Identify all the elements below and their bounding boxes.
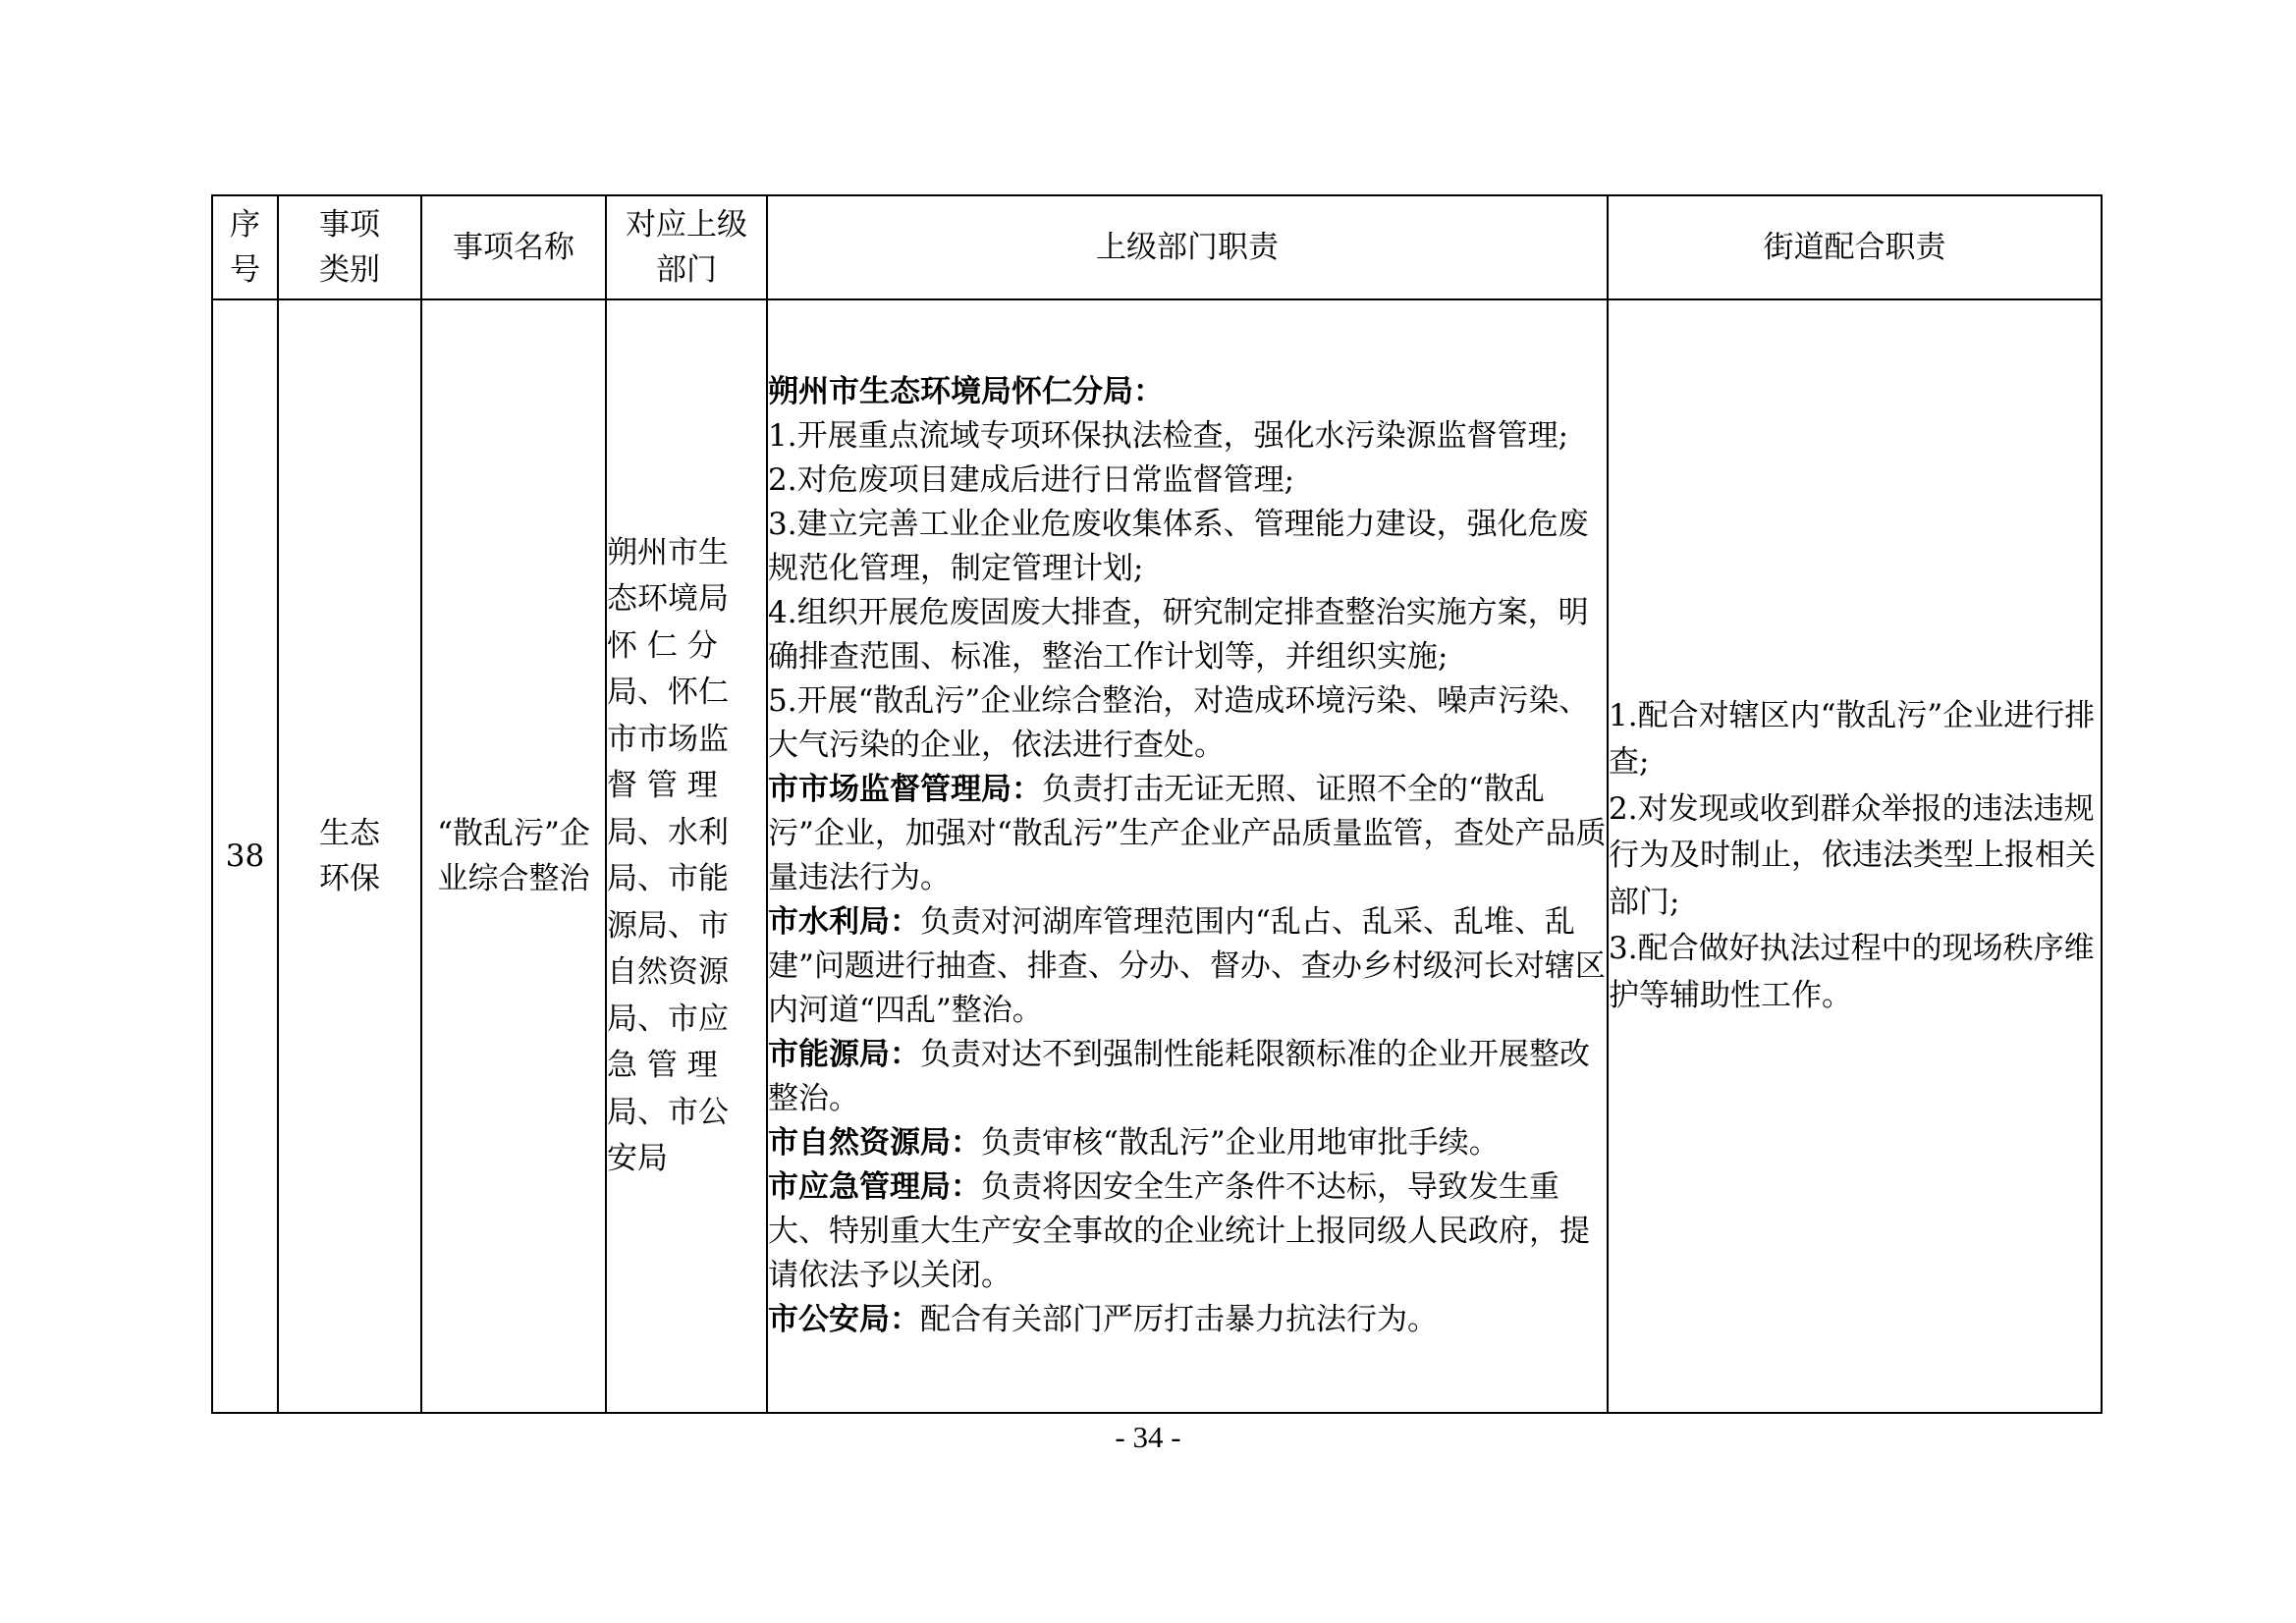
duty-item: 市水利局：负责对河湖库管理范围内“乱占、乱采、乱堆、乱建”问题进行抽查、排查、分办、督办、查办乡村级河长对辖区内河道“四乱”整治。	[768, 904, 1606, 1028]
header-superior-dept: 对应上级 部门	[606, 195, 767, 299]
duty-item: 4.组织开展危废固废大排查，研究制定排查整治实施方案，明确排查范围、标准，整治工作计划等，并组织实施;	[768, 595, 1589, 675]
header-number: 序 号	[212, 195, 278, 299]
duty-item: 5.开展“散乱污”企业综合整治，对造成环境污染、噪声污染、大气污染的企业，依法进行查处。	[768, 683, 1590, 763]
header-category: 事项 类别	[278, 195, 421, 299]
duty-item: 2.对危废项目建成后进行日常监督管理;	[768, 462, 1295, 498]
table-header-row	[212, 195, 2102, 299]
duty-item: 市自然资源局：负责审核“散乱污”企业用地审批手续。	[768, 1125, 1500, 1161]
street-duty-item: 3.配合做好执法过程中的现场秩序维护等辅助性工作。	[1609, 931, 2095, 1013]
duty-item: 1.开展重点流域专项环保执法检查，强化水污染源监督管理;	[768, 418, 1569, 454]
duty-item: 市应急管理局：负责将因安全生产条件不达标，导致发生重大、特别重大生产安全事故的企业统计上报同级人民政府，提请依法予以关闭。	[768, 1169, 1590, 1293]
duty-item: 朔州市生态环境局怀仁分局：	[768, 374, 1164, 409]
header-street-duties: 街道配合职责	[1608, 195, 2102, 299]
page-number: - 34 -	[1115, 1420, 1181, 1454]
row-departments: 朔州市生 态环境局 怀 仁 分 局、怀仁 市市场监 督 管 理 局、水利 局、市能 源局、市 自然资源 局、市应 急 管 理 局、市公 安局	[606, 299, 767, 1413]
duty-item: 3.建立完善工业企业危废收集体系、管理能力建设，强化危废规范化管理，制定管理计划;	[768, 507, 1589, 586]
row-category: 生态 环保	[278, 299, 421, 1413]
duty-item: 市市场监督管理局：负责打击无证无照、证照不全的“散乱污”企业，加强对“散乱污”生产企业产品质量监管，查处产品质量违法行为。	[768, 772, 1607, 895]
street-duty-item: 2.对发现或收到群众举报的违法违规行为及时制止，依违法类型上报相关部门;	[1609, 790, 2096, 920]
street-duty-item: 1.配合对辖区内“散乱污”企业进行排查;	[1609, 697, 2096, 781]
row-street-duties	[1608, 299, 2102, 1413]
duty-item: 市能源局：负责对达不到强制性能耗限额标准的企业开展整改整治。	[768, 1037, 1590, 1116]
header-superior-duties: 上级部门职责	[767, 195, 1608, 299]
row-number: 38	[212, 299, 278, 1413]
row-superior-duties	[767, 299, 1608, 1413]
table-row	[212, 299, 2102, 1413]
responsibility-table	[211, 194, 2103, 1414]
duty-item: 市公安局：配合有关部门严厉打击暴力抗法行为。	[768, 1302, 1438, 1337]
header-item-name: 事项名称	[421, 195, 606, 299]
row-item-name: “散乱污”企 业综合整治	[421, 299, 606, 1413]
